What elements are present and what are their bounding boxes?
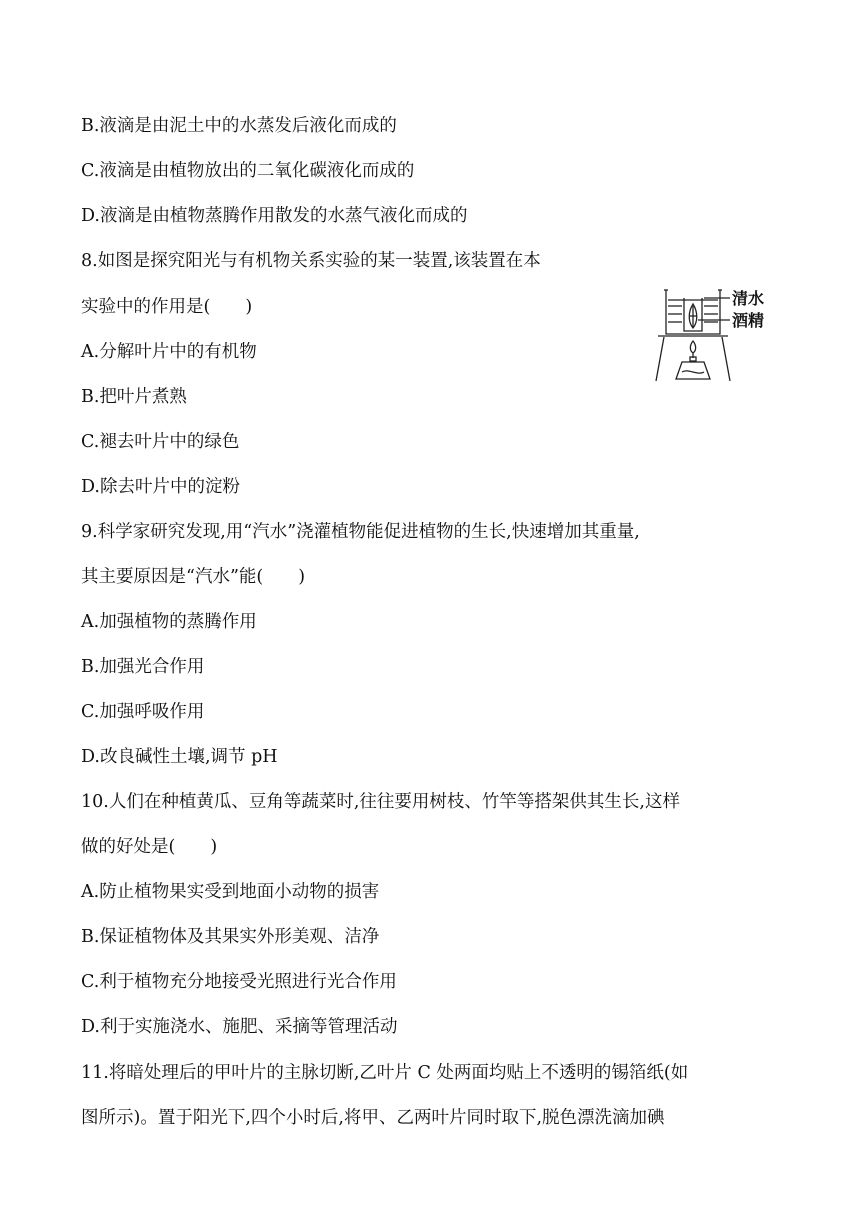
option-8a: A.分解叶片中的有机物 [81,342,257,362]
question-8-line-2: 实验中的作用是( ) [81,297,253,317]
question-10-line-2: 做的好处是( ) [81,837,218,857]
option-7c: C.液滴是由植物放出的二氧化碳液化而成的 [81,161,415,181]
option-10a: A.防止植物果实受到地面小动物的损害 [81,882,380,902]
label-alcohol: 酒精 [732,311,765,330]
option-9a: A.加强植物的蒸腾作用 [81,612,257,632]
option-7d: D.液滴是由植物蒸腾作用散发的水蒸气液化而成的 [81,206,468,226]
option-10b: B.保证植物体及其果实外形美观、洁净 [81,927,380,947]
option-9b: B.加强光合作用 [81,657,205,677]
option-8b: B.把叶片煮熟 [81,387,187,407]
option-8d: D.除去叶片中的淀粉 [81,477,240,497]
question-11-line-2: 图所示)。置于阳光下,四个小时后,将甲、乙两叶片同时取下,脱色漂洗滴加碘 [81,1108,665,1128]
label-water: 清水 [732,289,765,308]
option-9d: D.改良碱性土壤,调节 pH [81,747,278,767]
question-9-line-1: 9.科学家研究发现,用“汽水”浇灌植物能促进植物的生长,快速增加其重量, [81,522,640,542]
question-10-line-1: 10.人们在种植黄瓜、豆角等蔬菜时,往往要用树枝、竹竿等搭架供其生长,这样 [81,792,680,812]
question-8-line-1: 8.如图是探究阳光与有机物关系实验的某一装置,该装置在本 [81,251,541,271]
water-bath-apparatus-figure [652,284,782,384]
option-10d: D.利于实施浇水、施肥、采摘等管理活动 [81,1017,398,1037]
question-9-line-2: 其主要原因是“汽水”能( ) [81,567,306,587]
question-11-line-1: 11.将暗处理后的甲叶片的主脉切断,乙叶片 C 处两面均贴上不透明的锡箔纸(如 [81,1063,689,1083]
option-9c: C.加强呼吸作用 [81,702,205,722]
option-7b: B.液滴是由泥土中的水蒸发后液化而成的 [81,116,397,136]
option-10c: C.利于植物充分地接受光照进行光合作用 [81,972,397,992]
option-8c: C.褪去叶片中的绿色 [81,432,240,452]
